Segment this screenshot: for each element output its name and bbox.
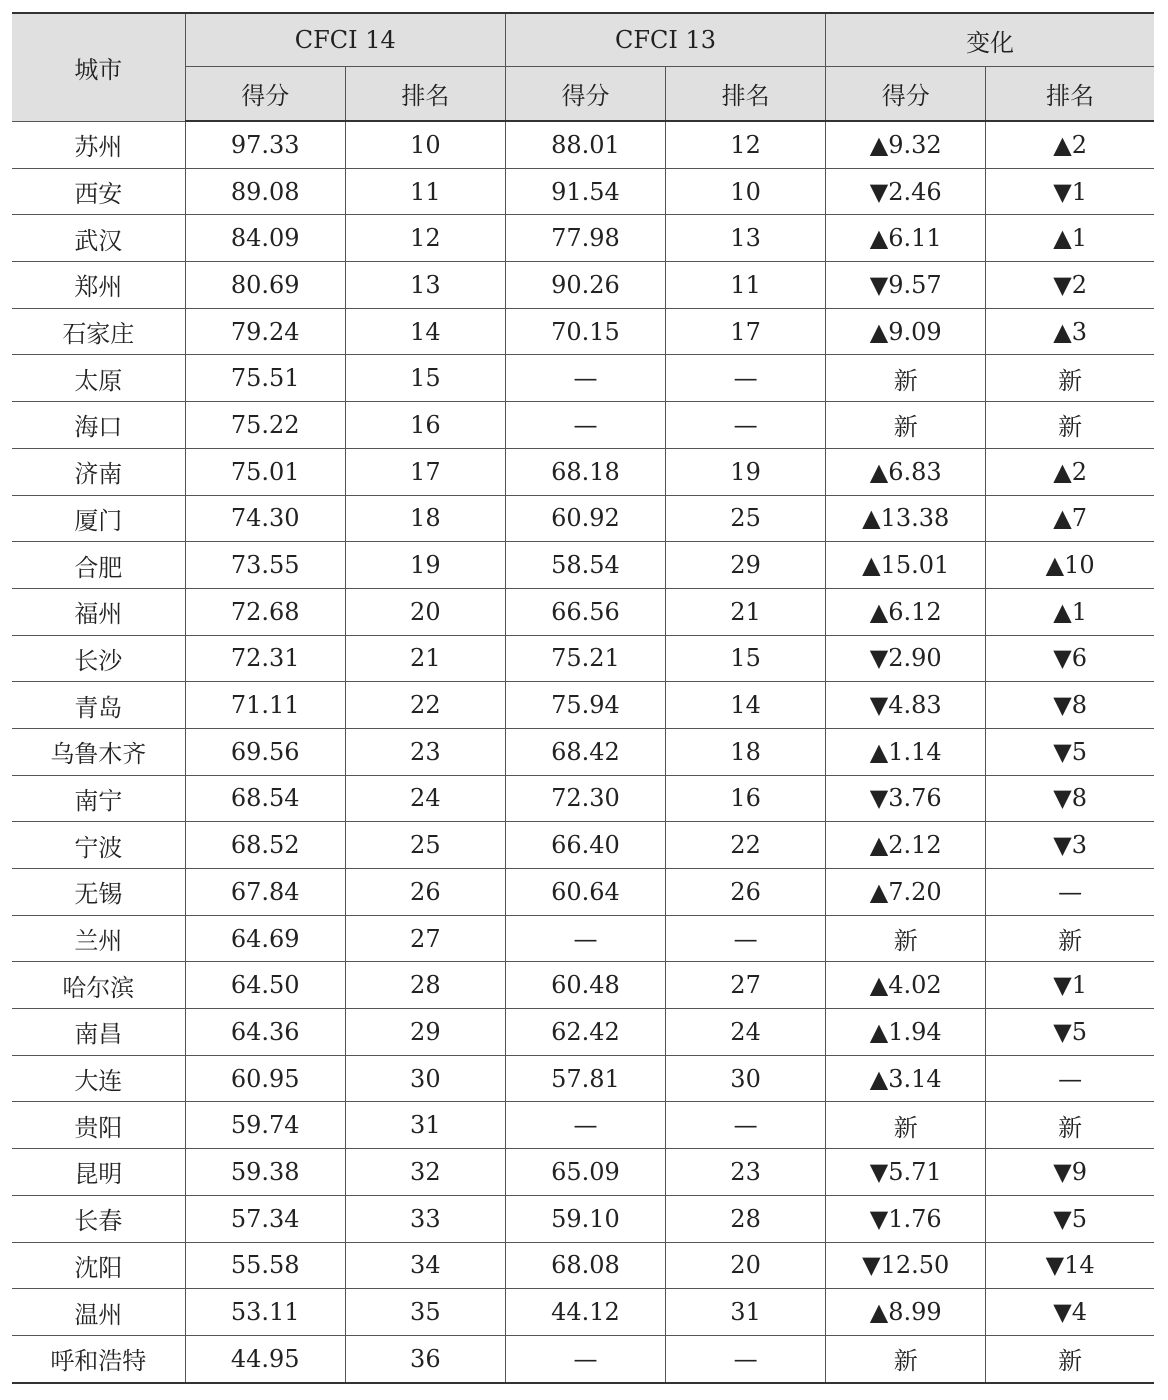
cell-change-rank: 新 (986, 1102, 1154, 1149)
cell-cfci13-score: 44.12 (505, 1289, 665, 1336)
cell-cfci13-rank: — (666, 1102, 826, 1149)
cell-cfci13-score: 75.94 (505, 682, 665, 729)
cell-cfci13-rank: 30 (666, 1055, 826, 1102)
cell-change-rank: ▲1 (986, 215, 1154, 262)
table-row (12, 1289, 1154, 1336)
table-row (12, 869, 1154, 916)
cell-change-score: ▲4.02 (826, 962, 986, 1009)
cell-cfci13-score: 91.54 (505, 168, 665, 215)
cell-cfci13-score: 66.56 (505, 588, 665, 635)
table-row (12, 355, 1154, 402)
cell-cfci13-score: 60.64 (505, 869, 665, 916)
table-row (12, 962, 1154, 1009)
cell-city: 宁波 (12, 822, 185, 869)
cell-cfci14-rank: 34 (345, 1242, 505, 1289)
header-cfci13: CFCI 13 (505, 13, 825, 67)
cell-change-score: ▼12.50 (826, 1242, 986, 1289)
cell-cfci13-rank: 29 (666, 542, 826, 589)
cell-cfci13-score: — (505, 915, 665, 962)
cell-change-rank: ▼4 (986, 1289, 1154, 1336)
cell-cfci14-score: 64.69 (185, 915, 345, 962)
cell-cfci13-score: 75.21 (505, 635, 665, 682)
cell-cfci14-score: 71.11 (185, 682, 345, 729)
table-row (12, 121, 1154, 168)
cell-cfci14-score: 57.34 (185, 1195, 345, 1242)
cell-change-score: ▼1.76 (826, 1195, 986, 1242)
cell-cfci13-rank: 10 (666, 168, 826, 215)
cell-change-rank: ▲3 (986, 308, 1154, 355)
cell-cfci14-rank: 29 (345, 1009, 505, 1056)
table-row (12, 168, 1154, 215)
cell-cfci14-score: 80.69 (185, 262, 345, 309)
cell-cfci14-score: 53.11 (185, 1289, 345, 1336)
cell-cfci13-score: 65.09 (505, 1149, 665, 1196)
cell-cfci13-rank: 20 (666, 1242, 826, 1289)
table-row (12, 402, 1154, 449)
cell-change-rank: ▲1 (986, 588, 1154, 635)
cell-cfci14-rank: 27 (345, 915, 505, 962)
cell-city: 南宁 (12, 775, 185, 822)
cell-change-score: ▲6.83 (826, 448, 986, 495)
cell-cfci14-score: 68.54 (185, 775, 345, 822)
cell-cfci14-rank: 12 (345, 215, 505, 262)
header-change-rank: 排名 (986, 67, 1154, 122)
cell-cfci13-score: 77.98 (505, 215, 665, 262)
cell-cfci13-rank: 19 (666, 448, 826, 495)
table-row (12, 262, 1154, 309)
cell-cfci13-score: 70.15 (505, 308, 665, 355)
cell-cfci14-rank: 23 (345, 728, 505, 775)
cell-cfci13-rank: — (666, 915, 826, 962)
cell-cfci14-rank: 32 (345, 1149, 505, 1196)
cell-change-score: 新 (826, 402, 986, 449)
cell-city: 厦门 (12, 495, 185, 542)
table-row (12, 308, 1154, 355)
cell-city: 无锡 (12, 869, 185, 916)
cell-cfci14-score: 75.01 (185, 448, 345, 495)
cell-change-score: ▲1.14 (826, 728, 986, 775)
cell-city: 西安 (12, 168, 185, 215)
cell-cfci14-score: 89.08 (185, 168, 345, 215)
cell-cfci13-rank: 21 (666, 588, 826, 635)
cell-change-score: ▼5.71 (826, 1149, 986, 1196)
cell-city: 石家庄 (12, 308, 185, 355)
city-ranking-table (12, 12, 1154, 1384)
table-row (12, 215, 1154, 262)
cell-cfci14-rank: 13 (345, 262, 505, 309)
cell-change-rank: ▼5 (986, 1009, 1154, 1056)
cell-city: 太原 (12, 355, 185, 402)
cell-change-score: ▲9.32 (826, 121, 986, 168)
cell-cfci14-rank: 28 (345, 962, 505, 1009)
cell-cfci13-rank: 16 (666, 775, 826, 822)
cell-city: 乌鲁木齐 (12, 728, 185, 775)
cell-change-rank: ▼1 (986, 168, 1154, 215)
cell-cfci14-rank: 21 (345, 635, 505, 682)
cell-cfci14-score: 44.95 (185, 1335, 345, 1382)
cell-cfci13-rank: 23 (666, 1149, 826, 1196)
cell-change-score: ▼4.83 (826, 682, 986, 729)
cell-cfci13-score: 66.40 (505, 822, 665, 869)
table-row (12, 1055, 1154, 1102)
cell-cfci14-score: 69.56 (185, 728, 345, 775)
cell-cfci14-score: 75.51 (185, 355, 345, 402)
cell-city: 福州 (12, 588, 185, 635)
cell-cfci14-score: 64.36 (185, 1009, 345, 1056)
cell-cfci14-score: 72.31 (185, 635, 345, 682)
cell-cfci13-rank: 25 (666, 495, 826, 542)
cell-cfci13-score: — (505, 1102, 665, 1149)
cell-change-score: ▲1.94 (826, 1009, 986, 1056)
cell-cfci13-rank: 13 (666, 215, 826, 262)
cell-cfci13-rank: 18 (666, 728, 826, 775)
cell-cfci13-rank: 22 (666, 822, 826, 869)
cell-cfci13-score: 88.01 (505, 121, 665, 168)
cell-cfci14-rank: 36 (345, 1335, 505, 1382)
cell-cfci13-score: — (505, 402, 665, 449)
cell-city: 武汉 (12, 215, 185, 262)
table-row (12, 635, 1154, 682)
cell-cfci14-score: 75.22 (185, 402, 345, 449)
cell-change-rank: ▼8 (986, 775, 1154, 822)
cell-change-rank: ▼6 (986, 635, 1154, 682)
cell-cfci13-score: 57.81 (505, 1055, 665, 1102)
cell-cfci14-rank: 30 (345, 1055, 505, 1102)
cell-cfci13-rank: 28 (666, 1195, 826, 1242)
table-row (12, 1149, 1154, 1196)
cell-change-rank: — (986, 1055, 1154, 1102)
header-cfci14-rank: 排名 (345, 67, 505, 122)
cell-change-rank: ▲2 (986, 448, 1154, 495)
cell-cfci14-score: 68.52 (185, 822, 345, 869)
cell-city: 郑州 (12, 262, 185, 309)
cell-cfci14-rank: 16 (345, 402, 505, 449)
cell-city: 海口 (12, 402, 185, 449)
cell-change-score: 新 (826, 1102, 986, 1149)
cell-change-rank: ▲10 (986, 542, 1154, 589)
cell-change-rank: 新 (986, 915, 1154, 962)
cell-cfci14-rank: 10 (345, 121, 505, 168)
table-row (12, 495, 1154, 542)
cell-city: 合肥 (12, 542, 185, 589)
cell-cfci14-score: 74.30 (185, 495, 345, 542)
cell-change-rank: ▼14 (986, 1242, 1154, 1289)
cell-change-rank: ▼3 (986, 822, 1154, 869)
table-row (12, 728, 1154, 775)
cell-cfci14-score: 72.68 (185, 588, 345, 635)
cell-change-score: ▲13.38 (826, 495, 986, 542)
cell-city: 南昌 (12, 1009, 185, 1056)
cell-city: 长春 (12, 1195, 185, 1242)
cell-cfci14-rank: 14 (345, 308, 505, 355)
cell-cfci13-score: 62.42 (505, 1009, 665, 1056)
cell-city: 沈阳 (12, 1242, 185, 1289)
header-row-groups (12, 13, 1154, 67)
cell-cfci14-rank: 35 (345, 1289, 505, 1336)
cell-change-rank: ▼5 (986, 1195, 1154, 1242)
cell-change-score: 新 (826, 1335, 986, 1382)
cell-city: 昆明 (12, 1149, 185, 1196)
table-row (12, 588, 1154, 635)
cell-cfci13-rank: 31 (666, 1289, 826, 1336)
cell-cfci13-rank: 15 (666, 635, 826, 682)
cell-change-score: ▲6.12 (826, 588, 986, 635)
cell-cfci14-score: 84.09 (185, 215, 345, 262)
cell-cfci14-score: 59.74 (185, 1102, 345, 1149)
cell-city: 大连 (12, 1055, 185, 1102)
table-row (12, 822, 1154, 869)
cell-cfci14-rank: 11 (345, 168, 505, 215)
cell-cfci14-rank: 22 (345, 682, 505, 729)
cell-city: 苏州 (12, 121, 185, 168)
cell-cfci14-rank: 33 (345, 1195, 505, 1242)
cell-cfci14-rank: 17 (345, 448, 505, 495)
header-change: 变化 (826, 13, 1154, 67)
cell-city: 哈尔滨 (12, 962, 185, 1009)
table-row (12, 682, 1154, 729)
cell-cfci13-score: — (505, 355, 665, 402)
cell-city: 贵阳 (12, 1102, 185, 1149)
cell-cfci13-score: 58.54 (505, 542, 665, 589)
cell-cfci14-rank: 18 (345, 495, 505, 542)
header-city: 城市 (12, 13, 185, 121)
table-row (12, 448, 1154, 495)
cell-cfci13-rank: — (666, 1335, 826, 1382)
cell-cfci13-score: — (505, 1335, 665, 1382)
cell-cfci14-score: 64.50 (185, 962, 345, 1009)
cell-cfci14-score: 59.38 (185, 1149, 345, 1196)
cell-cfci13-rank: 12 (666, 121, 826, 168)
cell-cfci13-score: 72.30 (505, 775, 665, 822)
table-row (12, 915, 1154, 962)
cell-cfci14-rank: 15 (345, 355, 505, 402)
cell-change-rank: ▼2 (986, 262, 1154, 309)
cell-cfci14-score: 79.24 (185, 308, 345, 355)
table-row (12, 1335, 1154, 1382)
cell-change-score: 新 (826, 915, 986, 962)
table-row (12, 1242, 1154, 1289)
table-row (12, 1102, 1154, 1149)
header-cfci14-score: 得分 (185, 67, 345, 122)
cell-city: 兰州 (12, 915, 185, 962)
cell-cfci14-rank: 26 (345, 869, 505, 916)
table-row (12, 1009, 1154, 1056)
cell-change-rank: ▲7 (986, 495, 1154, 542)
cell-city: 青岛 (12, 682, 185, 729)
cell-change-score: ▲9.09 (826, 308, 986, 355)
table-body (12, 121, 1154, 1383)
cell-change-rank: ▼9 (986, 1149, 1154, 1196)
ranking-table-container (12, 12, 1154, 1384)
table-row (12, 775, 1154, 822)
cell-city: 温州 (12, 1289, 185, 1336)
cell-change-score: ▲3.14 (826, 1055, 986, 1102)
cell-cfci13-rank: 27 (666, 962, 826, 1009)
cell-cfci13-rank: 11 (666, 262, 826, 309)
cell-cfci14-score: 73.55 (185, 542, 345, 589)
cell-cfci14-score: 60.95 (185, 1055, 345, 1102)
cell-cfci13-rank: 26 (666, 869, 826, 916)
cell-cfci13-rank: — (666, 355, 826, 402)
cell-change-rank: — (986, 869, 1154, 916)
cell-change-score: ▲2.12 (826, 822, 986, 869)
cell-cfci13-rank: 14 (666, 682, 826, 729)
cell-change-score: ▲7.20 (826, 869, 986, 916)
cell-change-rank: ▼1 (986, 962, 1154, 1009)
header-cfci13-score: 得分 (505, 67, 665, 122)
header-cfci14: CFCI 14 (185, 13, 505, 67)
cell-cfci13-score: 68.42 (505, 728, 665, 775)
cell-cfci13-rank: — (666, 402, 826, 449)
cell-cfci14-rank: 19 (345, 542, 505, 589)
cell-cfci13-score: 68.18 (505, 448, 665, 495)
cell-change-score: ▼2.46 (826, 168, 986, 215)
cell-cfci13-score: 68.08 (505, 1242, 665, 1289)
cell-cfci13-score: 90.26 (505, 262, 665, 309)
cell-change-score: ▼9.57 (826, 262, 986, 309)
cell-city: 呼和浩特 (12, 1335, 185, 1382)
cell-cfci13-score: 60.48 (505, 962, 665, 1009)
cell-cfci14-rank: 25 (345, 822, 505, 869)
table-header (12, 13, 1154, 121)
cell-cfci14-score: 55.58 (185, 1242, 345, 1289)
cell-change-score: ▼3.76 (826, 775, 986, 822)
cell-change-score: ▲6.11 (826, 215, 986, 262)
header-change-score: 得分 (826, 67, 986, 122)
cell-cfci13-rank: 17 (666, 308, 826, 355)
cell-cfci14-score: 97.33 (185, 121, 345, 168)
cell-change-rank: 新 (986, 355, 1154, 402)
cell-city: 长沙 (12, 635, 185, 682)
cell-cfci14-rank: 31 (345, 1102, 505, 1149)
cell-city: 济南 (12, 448, 185, 495)
cell-cfci14-rank: 20 (345, 588, 505, 635)
cell-cfci14-score: 67.84 (185, 869, 345, 916)
cell-change-rank: ▼5 (986, 728, 1154, 775)
cell-change-rank: ▼8 (986, 682, 1154, 729)
cell-cfci13-score: 60.92 (505, 495, 665, 542)
cell-change-rank: 新 (986, 1335, 1154, 1382)
cell-cfci13-score: 59.10 (505, 1195, 665, 1242)
table-row (12, 1195, 1154, 1242)
cell-change-score: 新 (826, 355, 986, 402)
cell-change-rank: 新 (986, 402, 1154, 449)
cell-cfci13-rank: 24 (666, 1009, 826, 1056)
header-cfci13-rank: 排名 (666, 67, 826, 122)
cell-cfci14-rank: 24 (345, 775, 505, 822)
cell-change-rank: ▲2 (986, 121, 1154, 168)
cell-change-score: ▼2.90 (826, 635, 986, 682)
cell-change-score: ▲15.01 (826, 542, 986, 589)
table-row (12, 542, 1154, 589)
cell-change-score: ▲8.99 (826, 1289, 986, 1336)
